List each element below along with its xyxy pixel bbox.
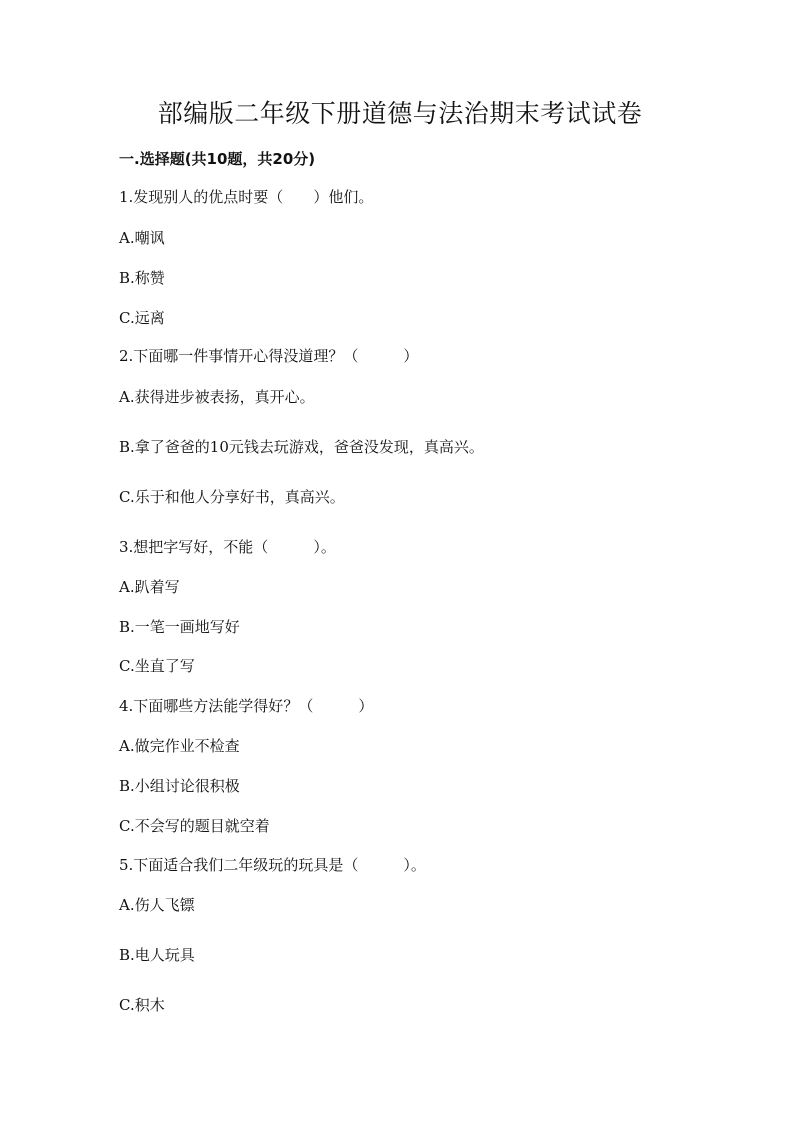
answer-option: C.不会写的题目就空着: [119, 817, 270, 835]
answer-option: B.称赞: [119, 269, 165, 287]
question-stem: 1.发现别人的优点时要（ ）他们。: [119, 188, 374, 206]
question-stem: 4.下面哪些方法能学得好？（ ）: [119, 697, 374, 715]
page-title: 部编版二年级下册道德与法治期末考试试卷: [157, 99, 643, 128]
answer-option: B.电人玩具: [119, 946, 195, 964]
question-stem: 3.想把字写好，不能（ ）。: [119, 538, 336, 556]
question-stem: 5.下面适合我们二年级玩的玩具是（ ）。: [119, 856, 426, 874]
answer-option: A.做完作业不检查: [119, 737, 240, 755]
question-stem: 2.下面哪一件事情开心得没道理？（ ）: [119, 347, 419, 365]
answer-option: C.积木: [119, 996, 165, 1014]
answer-option: C.坐直了写: [119, 657, 195, 675]
answer-option: A.获得进步被表扬，真开心。: [119, 388, 315, 406]
answer-option: A.趴着写: [119, 578, 180, 596]
section-header: 一.选择题(共10题，共20分): [119, 150, 316, 168]
answer-option: C.乐于和他人分享好书，真高兴。: [119, 488, 345, 506]
answer-option: C.远离: [119, 309, 165, 327]
answer-option: B.拿了爸爸的10元钱去玩游戏，爸爸没发现，真高兴。: [119, 438, 484, 456]
answer-option: B.一笔一画地写好: [119, 618, 240, 636]
answer-option: B.小组讨论很积极: [119, 777, 240, 795]
answer-option: A.伤人飞镖: [119, 896, 195, 914]
answer-option: A.嘲讽: [119, 229, 165, 247]
